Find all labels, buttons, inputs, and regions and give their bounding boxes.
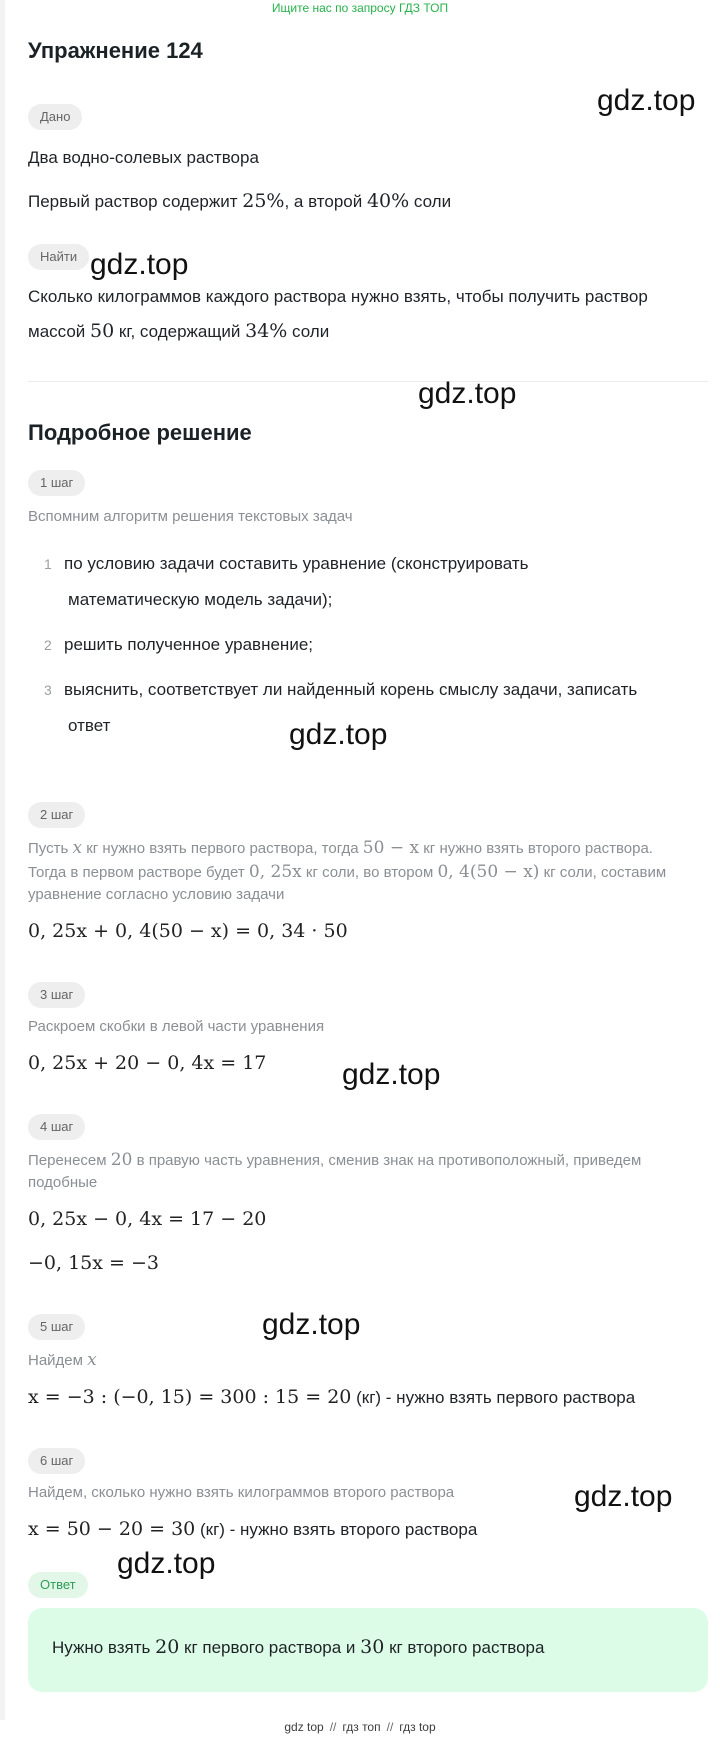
list-item-number: 1 xyxy=(44,556,52,572)
find-line-2: массой 50 кг, содержащий 34% соли xyxy=(28,320,330,342)
footer-separator: // xyxy=(386,1720,394,1734)
footer-link[interactable]: гдз топ xyxy=(342,1720,381,1734)
divider xyxy=(28,381,708,382)
watermark: gdz.top xyxy=(117,1547,216,1580)
watermark: gdz.top xyxy=(342,1058,441,1091)
top-banner[interactable]: Ищите нас по запросу ГДЗ ТОП xyxy=(271,1,449,15)
footer xyxy=(0,1720,720,1734)
given-line-1: Два водно-солевых раствора xyxy=(28,148,259,167)
step-2-line-2: Тогда в первом растворе будет 0, 25x кг соли, во втором 0, 4(50 − x) кг соли, составим xyxy=(28,862,667,882)
step-4-pill: 4 шаг xyxy=(28,1114,85,1140)
list-item-text: выяснить, соответствует ли найденный корень смыслу задачи, записать xyxy=(64,680,638,699)
footer-separator: // xyxy=(329,1720,337,1734)
step-2-pill: 2 шаг xyxy=(28,802,85,828)
list-item-text: решить полученное уравнение; xyxy=(64,635,313,654)
solution-title: Подробное решение xyxy=(28,420,252,445)
find-pill: Найти xyxy=(28,244,89,270)
watermark: gdz.top xyxy=(90,248,189,281)
given-line-2: Первый раствор содержит 25%, а второй 40% соли xyxy=(28,190,452,212)
footer-link[interactable]: гдз top xyxy=(399,1720,436,1734)
watermark: gdz.top xyxy=(597,84,696,117)
step-5-text: Найдем x xyxy=(28,1350,97,1370)
left-border xyxy=(0,0,5,1720)
step-5-pill: 5 шаг xyxy=(28,1314,85,1340)
list-item-text: ответ xyxy=(68,716,111,735)
step-6-text: Найдем, сколько нужно взять килограммов второго раствора xyxy=(28,1484,455,1501)
list-item-number: 2 xyxy=(44,637,52,653)
answer-pill: Ответ xyxy=(28,1572,88,1598)
watermark: gdz.top xyxy=(262,1308,361,1341)
watermark: gdz.top xyxy=(289,718,388,751)
step-3-equation: 0, 25x + 20 − 0, 4x = 17 xyxy=(28,1052,267,1074)
answer-box xyxy=(28,1608,708,1692)
step-4-equation-2: −0, 15x = −3 xyxy=(28,1252,159,1274)
list-item-text: по условию задачи составить уравнение (сконструировать xyxy=(64,554,529,573)
footer-link[interactable]: gdz top xyxy=(284,1720,324,1734)
step-1-intro: Вспомним алгоритм решения текстовых задач xyxy=(28,508,353,525)
step-3-pill: 3 шаг xyxy=(28,982,85,1008)
watermark: gdz.top xyxy=(418,377,517,410)
step-6-equation: x = 50 − 20 = 30 (кг) - нужно взять второго раствора xyxy=(28,1518,478,1540)
step-1-pill: 1 шаг xyxy=(28,470,85,496)
list-item-number: 3 xyxy=(44,682,52,698)
answer-text: Нужно взять 20 кг первого раствора и 30 кг второго раствора xyxy=(52,1636,545,1658)
find-line-1: Сколько килограммов каждого раствора нужно взять, чтобы получить раствор xyxy=(28,287,648,306)
step-2-line-3: уравнение согласно условию задачи xyxy=(28,886,285,903)
step-4-line-1: Перенесем 20 в правую часть уравнения, сменив знак на противоположный, приведем xyxy=(28,1150,642,1170)
step-2-line-1: Пусть x кг нужно взять первого раствора, тогда 50 − x кг нужно взять второго раствора. xyxy=(28,838,653,858)
step-5-equation: x = −3 : (−0, 15) = 300 : 15 = 20 (кг) - нужно взять первого раствора xyxy=(28,1386,636,1408)
watermark: gdz.top xyxy=(574,1480,673,1513)
list-item-text: математическую модель задачи); xyxy=(68,590,333,609)
step-3-text: Раскроем скобки в левой части уравнения xyxy=(28,1018,325,1035)
step-6-pill: 6 шаг xyxy=(28,1448,85,1474)
step-4-equation-1: 0, 25x − 0, 4x = 17 − 20 xyxy=(28,1208,267,1230)
step-4-line-2: подобные xyxy=(28,1174,98,1191)
page-title: Упражнение 124 xyxy=(28,38,203,63)
given-pill: Дано xyxy=(28,104,82,130)
step-2-equation: 0, 25x + 0, 4(50 − x) = 0, 34 · 50 xyxy=(28,920,348,942)
